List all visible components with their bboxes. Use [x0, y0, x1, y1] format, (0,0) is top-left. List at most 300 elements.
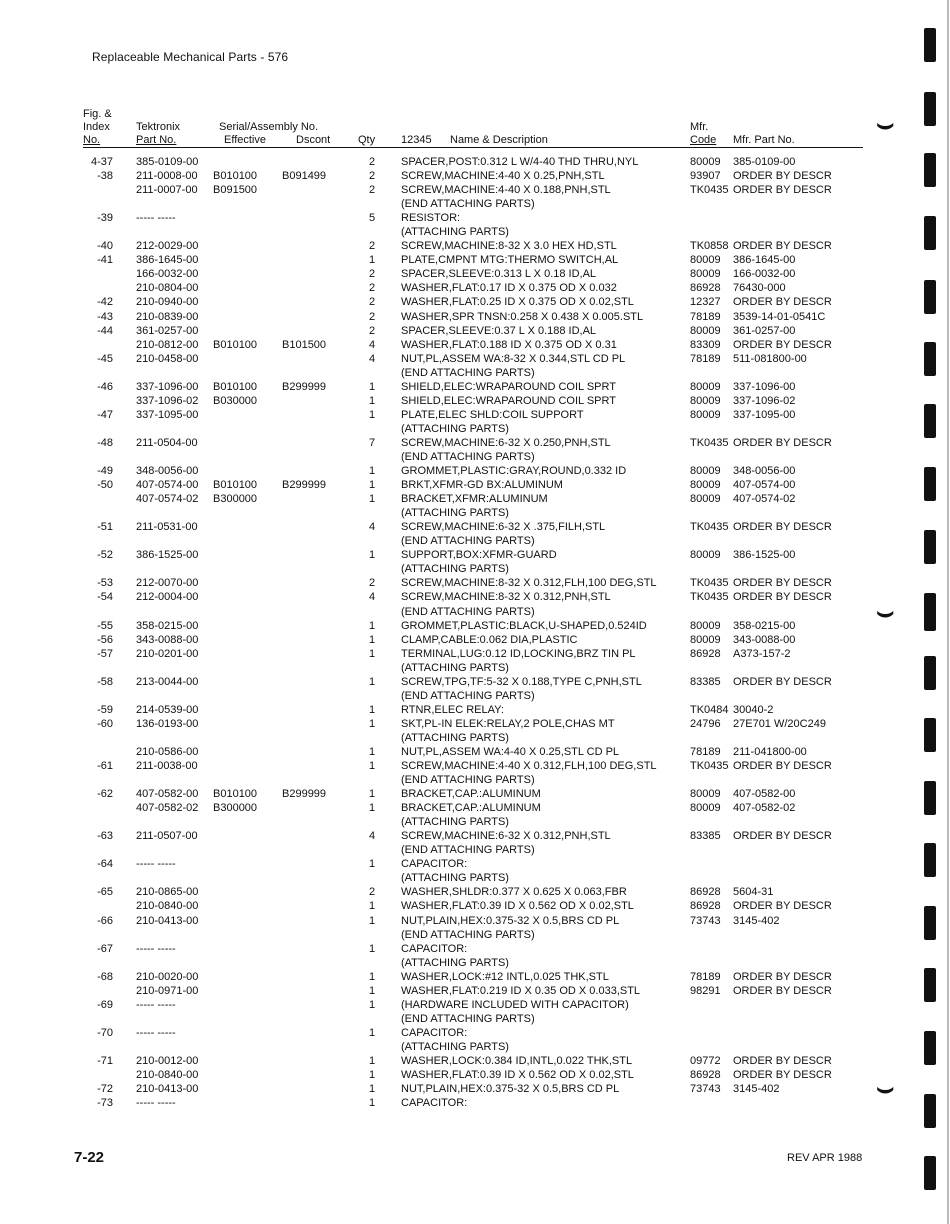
table-row [0, 787, 950, 801]
qty-cell: 2 [368, 240, 376, 253]
mfr-part-cell: ORDER BY DESCR [733, 338, 832, 351]
serial-heading-line1: Serial/Assembly No. [219, 121, 319, 133]
table-row [0, 1040, 950, 1054]
qty-cell: 1 [368, 703, 376, 716]
scan-mark [924, 92, 936, 126]
table-row [0, 801, 950, 815]
qty-heading: Qty [358, 134, 376, 146]
mfr-code-cell: 86928 [690, 900, 721, 913]
mfr-part-cell: ORDER BY DESCR [733, 984, 832, 997]
table-row [0, 647, 950, 661]
mfr-code-cell: 24796 [690, 717, 721, 730]
qty-cell: 1 [368, 633, 376, 646]
fig-index-cell: -41 [97, 254, 113, 267]
fig-index-cell: -72 [97, 1083, 113, 1096]
mfr-code-cell: TK0858 [690, 240, 729, 253]
qty-cell: 4 [368, 352, 376, 365]
description-cell: (ATTACHING PARTS) [401, 731, 509, 744]
table-row [0, 717, 950, 731]
table-row [0, 155, 950, 169]
table-row [0, 998, 950, 1012]
tek-heading-line2: Part No. [136, 134, 177, 146]
hole-punch-mark-icon: ⌣ [876, 596, 895, 627]
qty-cell: 2 [368, 324, 376, 337]
tektronix-part-cell: 210-0840-00 [136, 1069, 199, 1082]
mfr-part-cell: 166-0032-00 [733, 268, 796, 281]
fig-index-cell: -46 [97, 380, 113, 393]
description-cell: (END ATTACHING PARTS) [401, 689, 535, 702]
fig-index-cell: -48 [97, 436, 113, 449]
mfr-part-cell: ORDER BY DESCR [733, 760, 832, 773]
mfr-part-cell: 385-0109-00 [733, 156, 796, 168]
mfr-part-cell: 511-081800-00 [733, 352, 807, 365]
qty-cell: 1 [368, 465, 376, 478]
tektronix-part-cell: 407-0574-00 [136, 479, 199, 492]
tektronix-part-cell: ----- ----- [136, 212, 176, 225]
description-cell: SCREW,MACHINE:6-32 X .375,FILH,STL [401, 521, 606, 534]
description-cell: SPACER,POST:0.312 L W/4-40 THD THRU,NYL [401, 156, 639, 168]
description-cell: WASHER,LOCK:#12 INTL,0.025 THK,STL [401, 970, 609, 983]
scan-mark [924, 530, 936, 564]
description-cell: SCREW,TPG,TF:5-32 X 0.188,TYPE C,PNH,STL [401, 675, 642, 688]
qty-cell: 1 [368, 760, 376, 773]
qty-cell: 1 [368, 394, 376, 407]
description-cell: (ATTACHING PARTS) [401, 872, 509, 885]
tektronix-part-cell: 386-1525-00 [136, 549, 199, 562]
description-cell: WASHER,FLAT:0.39 ID X 0.562 OD X 0.02,STL [401, 1069, 634, 1082]
mfr-part-cell: 386-1525-00 [733, 549, 796, 562]
mfr-part-cell: ORDER BY DESCR [733, 830, 832, 843]
description-cell: (END ATTACHING PARTS) [401, 198, 535, 211]
qty-cell: 1 [368, 1097, 376, 1110]
description-cell: (ATTACHING PARTS) [401, 507, 509, 520]
table-row [0, 352, 950, 366]
mfr-code-label: Code [690, 134, 717, 146]
description-cell: NUT,PL,ASSEM WA:8-32 X 0.344,STL CD PL [401, 352, 626, 365]
qty-cell: 1 [368, 493, 376, 506]
fig-index-cell: -69 [97, 998, 113, 1011]
qty-cell: 4 [368, 338, 376, 351]
serial-effective-cell: B030000 [213, 394, 258, 407]
mfr-code-cell: 80009 [690, 394, 721, 407]
mfr-code-cell: 12327 [690, 296, 721, 309]
tektronix-part-cell: 210-0413-00 [136, 914, 199, 927]
description-cell: SCREW,MACHINE:4-40 X 0.25,PNH,STL [401, 170, 605, 183]
page-number: 7-22 [74, 1149, 105, 1166]
mfr-part-cell: ORDER BY DESCR [733, 577, 832, 590]
mfr-code-cell: 98291 [690, 984, 721, 997]
description-cell: BRACKET,CAP.:ALUMINUM [401, 788, 541, 801]
dscont-heading: Dscont [296, 134, 331, 146]
qty-cell: 1 [368, 858, 376, 871]
table-row [0, 675, 950, 689]
qty-cell: 1 [368, 788, 376, 801]
description-cell: RESISTOR: [401, 212, 461, 225]
table-row [0, 239, 950, 253]
fig-index-cell: -43 [97, 310, 113, 323]
fig-index-cell: -47 [97, 408, 113, 421]
serial-assembly-heading [219, 121, 318, 134]
description-cell: (ATTACHING PARTS) [401, 956, 509, 969]
description-cell: PLATE,ELEC SHLD:COIL SUPPORT [401, 408, 584, 421]
table-row [0, 928, 950, 942]
table-row [0, 520, 950, 534]
table-row [0, 731, 950, 745]
mfr-code-cell: 78189 [690, 352, 721, 365]
mfr-part-cell: 337-1096-02 [733, 394, 796, 407]
qty-cell: 1 [368, 380, 376, 393]
qty-cell: 1 [368, 675, 376, 688]
table-row [0, 324, 950, 338]
qty-cell: 4 [368, 521, 376, 534]
description-cell: SHIELD,ELEC:WRAPAROUND COIL SPRT [401, 380, 616, 393]
table-row [0, 197, 950, 211]
mfr-part-cell: 348-0056-00 [733, 465, 796, 478]
table-row [0, 633, 950, 647]
mfr-code-cell: 80009 [690, 493, 721, 506]
tektronix-part-cell: 166-0032-00 [136, 268, 199, 281]
scan-mark [924, 153, 936, 187]
qty-cell: 2 [368, 886, 376, 899]
tektronix-part-cell: 385-0109-00 [136, 156, 199, 168]
tektronix-part-cell: 210-0458-00 [136, 352, 199, 365]
serial-effective-cell: B010100 [213, 338, 258, 351]
mfr-code-cell: 86928 [690, 647, 721, 660]
description-cell: BRACKET,XFMR:ALUMINUM [401, 493, 548, 506]
tektronix-part-cell: 407-0582-02 [136, 802, 199, 815]
table-row [0, 338, 950, 352]
mfr-code-cell: 86928 [690, 282, 721, 295]
table-row [0, 534, 950, 548]
fig-index-cell: -55 [97, 619, 113, 632]
scan-mark [924, 843, 936, 877]
description-cell: WASHER,FLAT:0.25 ID X 0.375 OD X 0.02,STL [401, 296, 634, 309]
table-row [0, 605, 950, 619]
qty-cell: 1 [368, 745, 376, 758]
mfr-part-cell: 211-041800-00 [733, 745, 807, 758]
qty-cell: 4 [368, 591, 376, 604]
fig-index-cell: -60 [97, 717, 113, 730]
serial-effective-cell: B010100 [213, 380, 258, 393]
table-row [0, 661, 950, 675]
mfr-code-cell: 73743 [690, 914, 721, 927]
table-row [0, 1082, 950, 1096]
mfr-part-cell: ORDER BY DESCR [733, 521, 832, 534]
scan-mark [924, 593, 936, 631]
description-cell: (ATTACHING PARTS) [401, 816, 509, 829]
mfr-part-cell: ORDER BY DESCR [733, 675, 832, 688]
table-row [0, 829, 950, 843]
description-cell: WASHER,FLAT:0.17 ID X 0.375 OD X 0.032 [401, 282, 617, 295]
table-row [0, 590, 950, 604]
description-cell: SKT,PL-IN ELEK:RELAY,2 POLE,CHAS MT [401, 717, 615, 730]
table-row [0, 899, 950, 913]
mfr-part-cell: ORDER BY DESCR [733, 591, 832, 604]
table-row [0, 436, 950, 450]
qty-cell: 2 [368, 268, 376, 281]
mfr-code-cell: 80009 [690, 408, 721, 421]
mfr-part-cell: 386-1645-00 [733, 254, 796, 267]
fig-index-cell: -39 [97, 212, 113, 225]
qty-cell: 1 [368, 1055, 376, 1067]
qty-cell: 4 [368, 830, 376, 843]
table-row [0, 843, 950, 857]
tektronix-part-cell: 212-0004-00 [136, 591, 199, 604]
tektronix-part-cell: 212-0070-00 [136, 577, 199, 590]
table-row [0, 689, 950, 703]
description-cell: WASHER,FLAT:0.188 ID X 0.375 OD X 0.31 [401, 338, 617, 351]
fig-index-cell: -38 [97, 170, 113, 183]
mfr-part-cell: ORDER BY DESCR [733, 970, 832, 983]
qty-cell: 2 [368, 310, 376, 323]
table-row [0, 914, 950, 928]
mfr-code-cell: 80009 [690, 788, 721, 801]
qty-cell: 1 [368, 717, 376, 730]
mfr-code-cell: 78189 [690, 970, 721, 983]
scan-mark [924, 1094, 936, 1128]
mfr-code-cell: TK0435 [690, 521, 729, 534]
fig-index-cell: -51 [97, 521, 113, 534]
mfr-code-cell: 83309 [690, 338, 721, 351]
mfr-part-cell: 5604-31 [733, 886, 774, 899]
fig-heading-line3: No. [83, 134, 101, 146]
table-row [0, 984, 950, 998]
mfr-part-cell: 343-0088-00 [733, 633, 796, 646]
qty-cell: 5 [368, 212, 376, 225]
description-cell: (END ATTACHING PARTS) [401, 605, 535, 618]
fig-index-cell: -70 [97, 1026, 113, 1039]
serial-dscont-cell: B299999 [282, 479, 327, 492]
fig-index-cell: -62 [97, 788, 113, 801]
description-cell: WASHER,FLAT:0.219 ID X 0.35 OD X 0.033,STL [401, 984, 641, 997]
description-cell: (ATTACHING PARTS) [401, 563, 509, 576]
table-row [0, 548, 950, 562]
serial-effective-cell: B010100 [213, 788, 258, 801]
mfr-code-cell: 80009 [690, 156, 721, 168]
description-cell: (ATTACHING PARTS) [401, 422, 509, 435]
mfr-code-cell: 80009 [690, 619, 721, 632]
mfr-part-cell: 3145-402 [733, 914, 780, 927]
table-row [0, 225, 950, 239]
table-row [0, 942, 950, 956]
description-cell: SCREW,MACHINE:8-32 X 0.312,FLH,100 DEG,STL [401, 577, 657, 590]
description-cell: NUT,PL,ASSEM WA:4-40 X 0.25,STL CD PL [401, 745, 620, 758]
description-cell: (END ATTACHING PARTS) [401, 844, 535, 857]
description-cell: SUPPORT,BOX:XFMR-GUARD [401, 549, 557, 562]
description-cell: SHIELD,ELEC:WRAPAROUND COIL SPRT [401, 394, 616, 407]
table-row [0, 885, 950, 899]
mfr-part-cell: 337-1095-00 [733, 408, 796, 421]
table-row [0, 1012, 950, 1026]
mfr-part-cell: 27E701 W/20C249 [733, 717, 826, 730]
table-row [0, 492, 950, 506]
mfr-part-cell: ORDER BY DESCR [733, 1055, 832, 1067]
scan-mark [924, 28, 936, 62]
table-row [0, 366, 950, 380]
qty-cell: 1 [368, 549, 376, 562]
mfr-code-cell: 73743 [690, 1083, 721, 1096]
table-row [0, 380, 950, 394]
tektronix-part-cell: 211-0504-00 [136, 436, 198, 449]
description-cell: (END ATTACHING PARTS) [401, 366, 535, 379]
mfr-code-cell: 86928 [690, 886, 721, 899]
fig-index-cell: -57 [97, 647, 113, 660]
table-row [0, 857, 950, 871]
description-cell: SCREW,MACHINE:6-32 X 0.250,PNH,STL [401, 436, 611, 449]
tektronix-part-cell: 213-0044-00 [136, 675, 199, 688]
serial-effective-cell: B300000 [213, 802, 258, 815]
description-cell: GROMMET,PLASTIC:BLACK,U-SHAPED,0.524ID [401, 619, 647, 632]
serial-dscont-cell: B299999 [282, 788, 327, 801]
serial-effective-cell: B091500 [213, 184, 258, 197]
description-cell: TERMINAL,LUG:0.12 ID,LOCKING,BRZ TIN PL [401, 647, 636, 660]
scan-edge-line [947, 0, 949, 1224]
description-cell: WASHER,LOCK:0.384 ID,INTL,0.022 THK,STL [401, 1055, 633, 1067]
scan-mark [924, 216, 936, 250]
table-row [0, 450, 950, 464]
mfr-code-cell: TK0435 [690, 577, 729, 590]
mfr-part-cell: ORDER BY DESCR [733, 170, 832, 183]
table-row [0, 295, 950, 309]
description-cell: BRACKET,CAP.:ALUMINUM [401, 802, 541, 815]
serial-dscont-cell: B101500 [282, 338, 327, 351]
description-cell: SCREW,MACHINE:8-32 X 0.312,PNH,STL [401, 591, 611, 604]
mfr-code-cell: 86928 [690, 1069, 721, 1082]
qty-cell: 1 [368, 998, 376, 1011]
mfr-code-cell: TK0435 [690, 591, 729, 604]
mfr-part-cell: ORDER BY DESCR [733, 436, 832, 449]
mfr-code-cell: 80009 [690, 380, 721, 393]
table-row [0, 464, 950, 478]
table-row [0, 1054, 950, 1068]
qty-cell: 2 [368, 184, 376, 197]
qty-cell: 1 [368, 1083, 376, 1096]
description-cell: (HARDWARE INCLUDED WITH CAPACITOR) [401, 998, 629, 1011]
scan-mark [924, 342, 936, 376]
fig-index-heading [83, 108, 112, 147]
fig-index-cell: -45 [97, 352, 113, 365]
tektronix-part-cell: ----- ----- [136, 1097, 176, 1110]
serial-effective-cell: B010100 [213, 479, 258, 492]
table-row [0, 1026, 950, 1040]
table-row [0, 267, 950, 281]
description-cell: (ATTACHING PARTS) [401, 226, 509, 239]
qty-cell: 1 [368, 900, 376, 913]
table-row [0, 759, 950, 773]
fig-index-cell: -65 [97, 886, 113, 899]
mfr-code-cell: TK0435 [690, 436, 729, 449]
revision-date: REV APR 1988 [787, 1152, 863, 1164]
table-row [0, 1096, 950, 1110]
description-cell: (END ATTACHING PARTS) [401, 1012, 535, 1025]
tektronix-part-cell: 407-0582-00 [136, 788, 199, 801]
description-cell: (END ATTACHING PARTS) [401, 535, 535, 548]
mfr-part-cell: 3539-14-01-0541C [733, 310, 826, 323]
table-row [0, 478, 950, 492]
table-row [0, 576, 950, 590]
description-cell: SPACER,SLEEVE:0.37 L X 0.188 ID,AL [401, 324, 597, 337]
fig-index-cell: -56 [97, 633, 113, 646]
description-cell: (END ATTACHING PARTS) [401, 928, 535, 941]
tektronix-part-cell: 210-0012-00 [136, 1055, 199, 1067]
tektronix-part-cell: 210-0812-00 [136, 338, 199, 351]
mfr-part-cell: 361-0257-00 [733, 324, 796, 337]
tektronix-part-cell: 337-1096-00 [136, 380, 199, 393]
fig-index-cell: -59 [97, 703, 113, 716]
description-cell: PLATE,CMPNT MTG:THERMO SWITCH,AL [401, 254, 619, 267]
mfr-code-cell: 78189 [690, 310, 721, 323]
description-cell: GROMMET,PLASTIC:GRAY,ROUND,0.332 ID [401, 465, 627, 478]
table-row [0, 745, 950, 759]
fig-index-cell: -61 [97, 760, 113, 773]
page-header-title: Replaceable Mechanical Parts - 576 [92, 50, 289, 64]
mfr-code-cell: TK0435 [690, 184, 729, 197]
fig-index-cell: -49 [97, 465, 113, 478]
description-cell: NUT,PLAIN,HEX:0.375-32 X 0.5,BRS CD PL [401, 1083, 620, 1096]
mfr-part-cell: 3145-402 [733, 1083, 780, 1096]
mfr-part-cell: 407-0582-02 [733, 802, 796, 815]
tektronix-part-heading [136, 121, 180, 147]
fig-index-cell: -42 [97, 296, 113, 309]
qty-cell: 1 [368, 254, 376, 267]
description-cell: CLAMP,CABLE:0.062 DIA,PLASTIC [401, 633, 578, 646]
scan-mark [924, 404, 936, 438]
description-cell: WASHER,SHLDR:0.377 X 0.625 X 0.063,FBR [401, 886, 627, 899]
mfr-code-cell: 78189 [690, 745, 721, 758]
scan-mark [924, 467, 936, 501]
scan-mark [924, 781, 936, 815]
tektronix-part-cell: 211-0038-00 [136, 760, 198, 773]
qty-cell: 1 [368, 479, 376, 492]
qty-cell: 1 [368, 970, 376, 983]
table-row [0, 773, 950, 787]
tektronix-part-cell: 210-0865-00 [136, 886, 199, 899]
serial-effective-cell: B300000 [213, 493, 258, 506]
tektronix-part-cell: 210-0804-00 [136, 282, 199, 295]
table-row [0, 183, 950, 197]
mfr-code-cell: 80009 [690, 324, 721, 337]
fig-index-cell: -67 [97, 942, 113, 955]
tektronix-part-cell: 210-0940-00 [136, 296, 199, 309]
tektronix-part-cell: 343-0088-00 [136, 633, 199, 646]
table-row [0, 422, 950, 436]
fig-index-cell: 4-37 [90, 156, 113, 168]
description-cell: NUT,PLAIN,HEX:0.375-32 X 0.5,BRS CD PL [401, 914, 620, 927]
description-cell: (ATTACHING PARTS) [401, 661, 509, 674]
qty-cell: 2 [368, 170, 376, 183]
description-cell: WASHER,SPR TNSN:0.258 X 0.438 X 0.005.STL [401, 310, 644, 323]
fig-index-cell: -64 [97, 858, 113, 871]
table-row [0, 970, 950, 984]
parts-table-body [0, 155, 950, 1110]
mfr-part-cell: ORDER BY DESCR [733, 184, 832, 197]
fig-index-cell: -44 [97, 324, 113, 337]
tektronix-part-cell: 210-0839-00 [136, 310, 199, 323]
tektronix-part-cell: 210-0840-00 [136, 900, 199, 913]
desc-number-heading: 12345 [401, 134, 432, 146]
mfr-part-cell: ORDER BY DESCR [733, 1069, 832, 1082]
table-row [0, 253, 950, 267]
tektronix-part-cell: 358-0215-00 [136, 619, 199, 632]
hole-punch-mark-icon: ⌣ [876, 108, 895, 139]
table-row [0, 506, 950, 520]
mfr-code-cell: 80009 [690, 802, 721, 815]
scan-edge-marks [910, 0, 950, 1224]
qty-cell: 7 [368, 436, 376, 449]
scan-mark [924, 718, 936, 752]
table-row [0, 394, 950, 408]
mfr-part-heading: Mfr. Part No. [733, 134, 795, 146]
